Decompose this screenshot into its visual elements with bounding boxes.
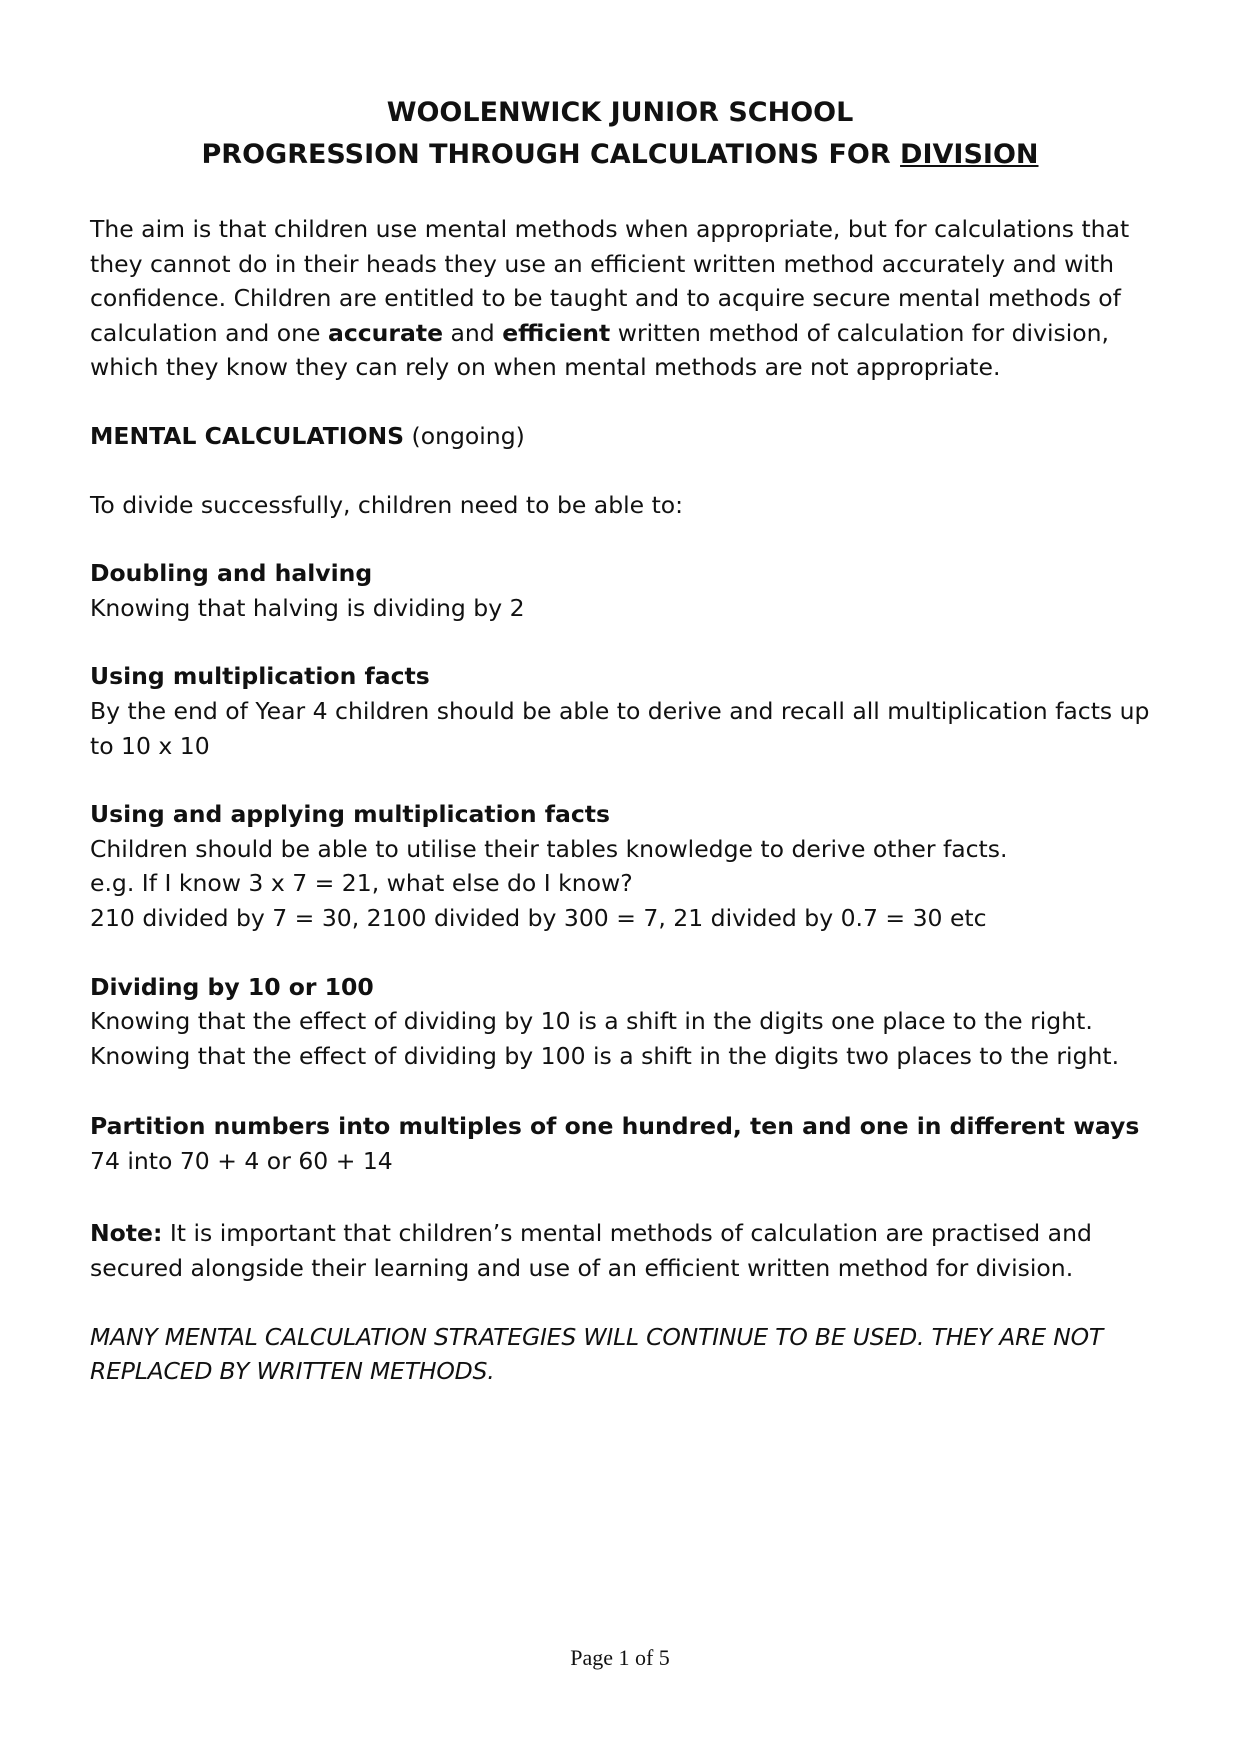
mental-lead-text: To divide successfully, children need to be able to: bbox=[90, 490, 684, 519]
document-body bbox=[90, 212, 1170, 1389]
intro-bold-efficient: efficient bbox=[502, 318, 611, 347]
section-heading: Dividing by 10 or 100 bbox=[90, 972, 374, 1001]
section-line: Knowing that the effect of dividing by 10 is a shift in the digits one place to the right. bbox=[90, 1007, 1093, 1036]
note-text: It is important that children’s mental methods of calculation are practised and secured alongside their learning and use of an efficient written method for division. bbox=[90, 1219, 1092, 1283]
intro-text-2: and bbox=[443, 318, 503, 347]
section-multiplication-facts bbox=[90, 659, 1170, 763]
section-line: Children should be able to utilise their tables knowledge to derive other facts. bbox=[90, 834, 1008, 863]
section-line: By the end of Year 4 children should be able to derive and recall all multiplication facts up to 10 x 10 bbox=[90, 696, 1150, 760]
document-subtitle bbox=[0, 134, 1240, 176]
section-line: 210 divided by 7 = 30, 2100 divided by 300 = 7, 21 divided by 0.7 = 30 etc bbox=[90, 903, 987, 932]
section-line: Knowing that the effect of dividing by 100 is a shift in the digits two places to the right. bbox=[90, 1041, 1120, 1070]
section-heading: Doubling and halving bbox=[90, 559, 373, 588]
section-heading: Using multiplication facts bbox=[90, 662, 430, 691]
note-label: Note: bbox=[90, 1219, 163, 1248]
section-partition-numbers bbox=[90, 1109, 1170, 1178]
page-number: Page 1 of 5 bbox=[570, 1645, 670, 1670]
intro-paragraph bbox=[90, 212, 1170, 385]
section-dividing-by-10-100 bbox=[90, 970, 1170, 1074]
note-paragraph bbox=[90, 1216, 1170, 1285]
section-heading: Using and applying multiplication facts bbox=[90, 800, 610, 829]
closing-statement: MANY MENTAL CALCULATION STRATEGIES WILL CONTINUE TO BE USED. THEY ARE NOT REPLACED BY WRITTEN METHODS. bbox=[90, 1322, 1104, 1386]
document-title bbox=[0, 92, 1240, 176]
section-line: 74 into 70 + 4 or 60 + 14 bbox=[90, 1146, 393, 1175]
mental-heading-text: MENTAL CALCULATIONS bbox=[90, 421, 405, 450]
section-line: Knowing that halving is dividing by 2 bbox=[90, 593, 525, 622]
section-doubling-halving bbox=[90, 556, 1170, 625]
section-heading: Partition numbers into multiples of one hundred, ten and one in different ways bbox=[90, 1112, 1140, 1141]
mental-heading-suffix: (ongoing) bbox=[404, 421, 525, 450]
mental-calculations-heading bbox=[90, 419, 1170, 454]
intro-text-3: written method of calculation for division, which they know they can rely on when mental methods are not appropriate. bbox=[90, 318, 1109, 382]
subtitle-prefix: PROGRESSION THROUGH CALCULATIONS FOR bbox=[201, 139, 901, 170]
section-applying-multiplication-facts bbox=[90, 797, 1170, 935]
section-line: e.g. If I know 3 x 7 = 21, what else do I know? bbox=[90, 869, 633, 898]
subtitle-subject: DIVISION bbox=[900, 139, 1039, 170]
school-name: WOOLENWICK JUNIOR SCHOOL bbox=[386, 97, 854, 128]
intro-text-1: The aim is that children use mental methods when appropriate, but for calculations that they cannot do in their heads they use an efficient written method accurately and with confidence. Children are entitled to be taught and to acquire secure mental methods of calculation and one bbox=[90, 215, 1130, 347]
intro-bold-accurate: accurate bbox=[327, 318, 444, 347]
